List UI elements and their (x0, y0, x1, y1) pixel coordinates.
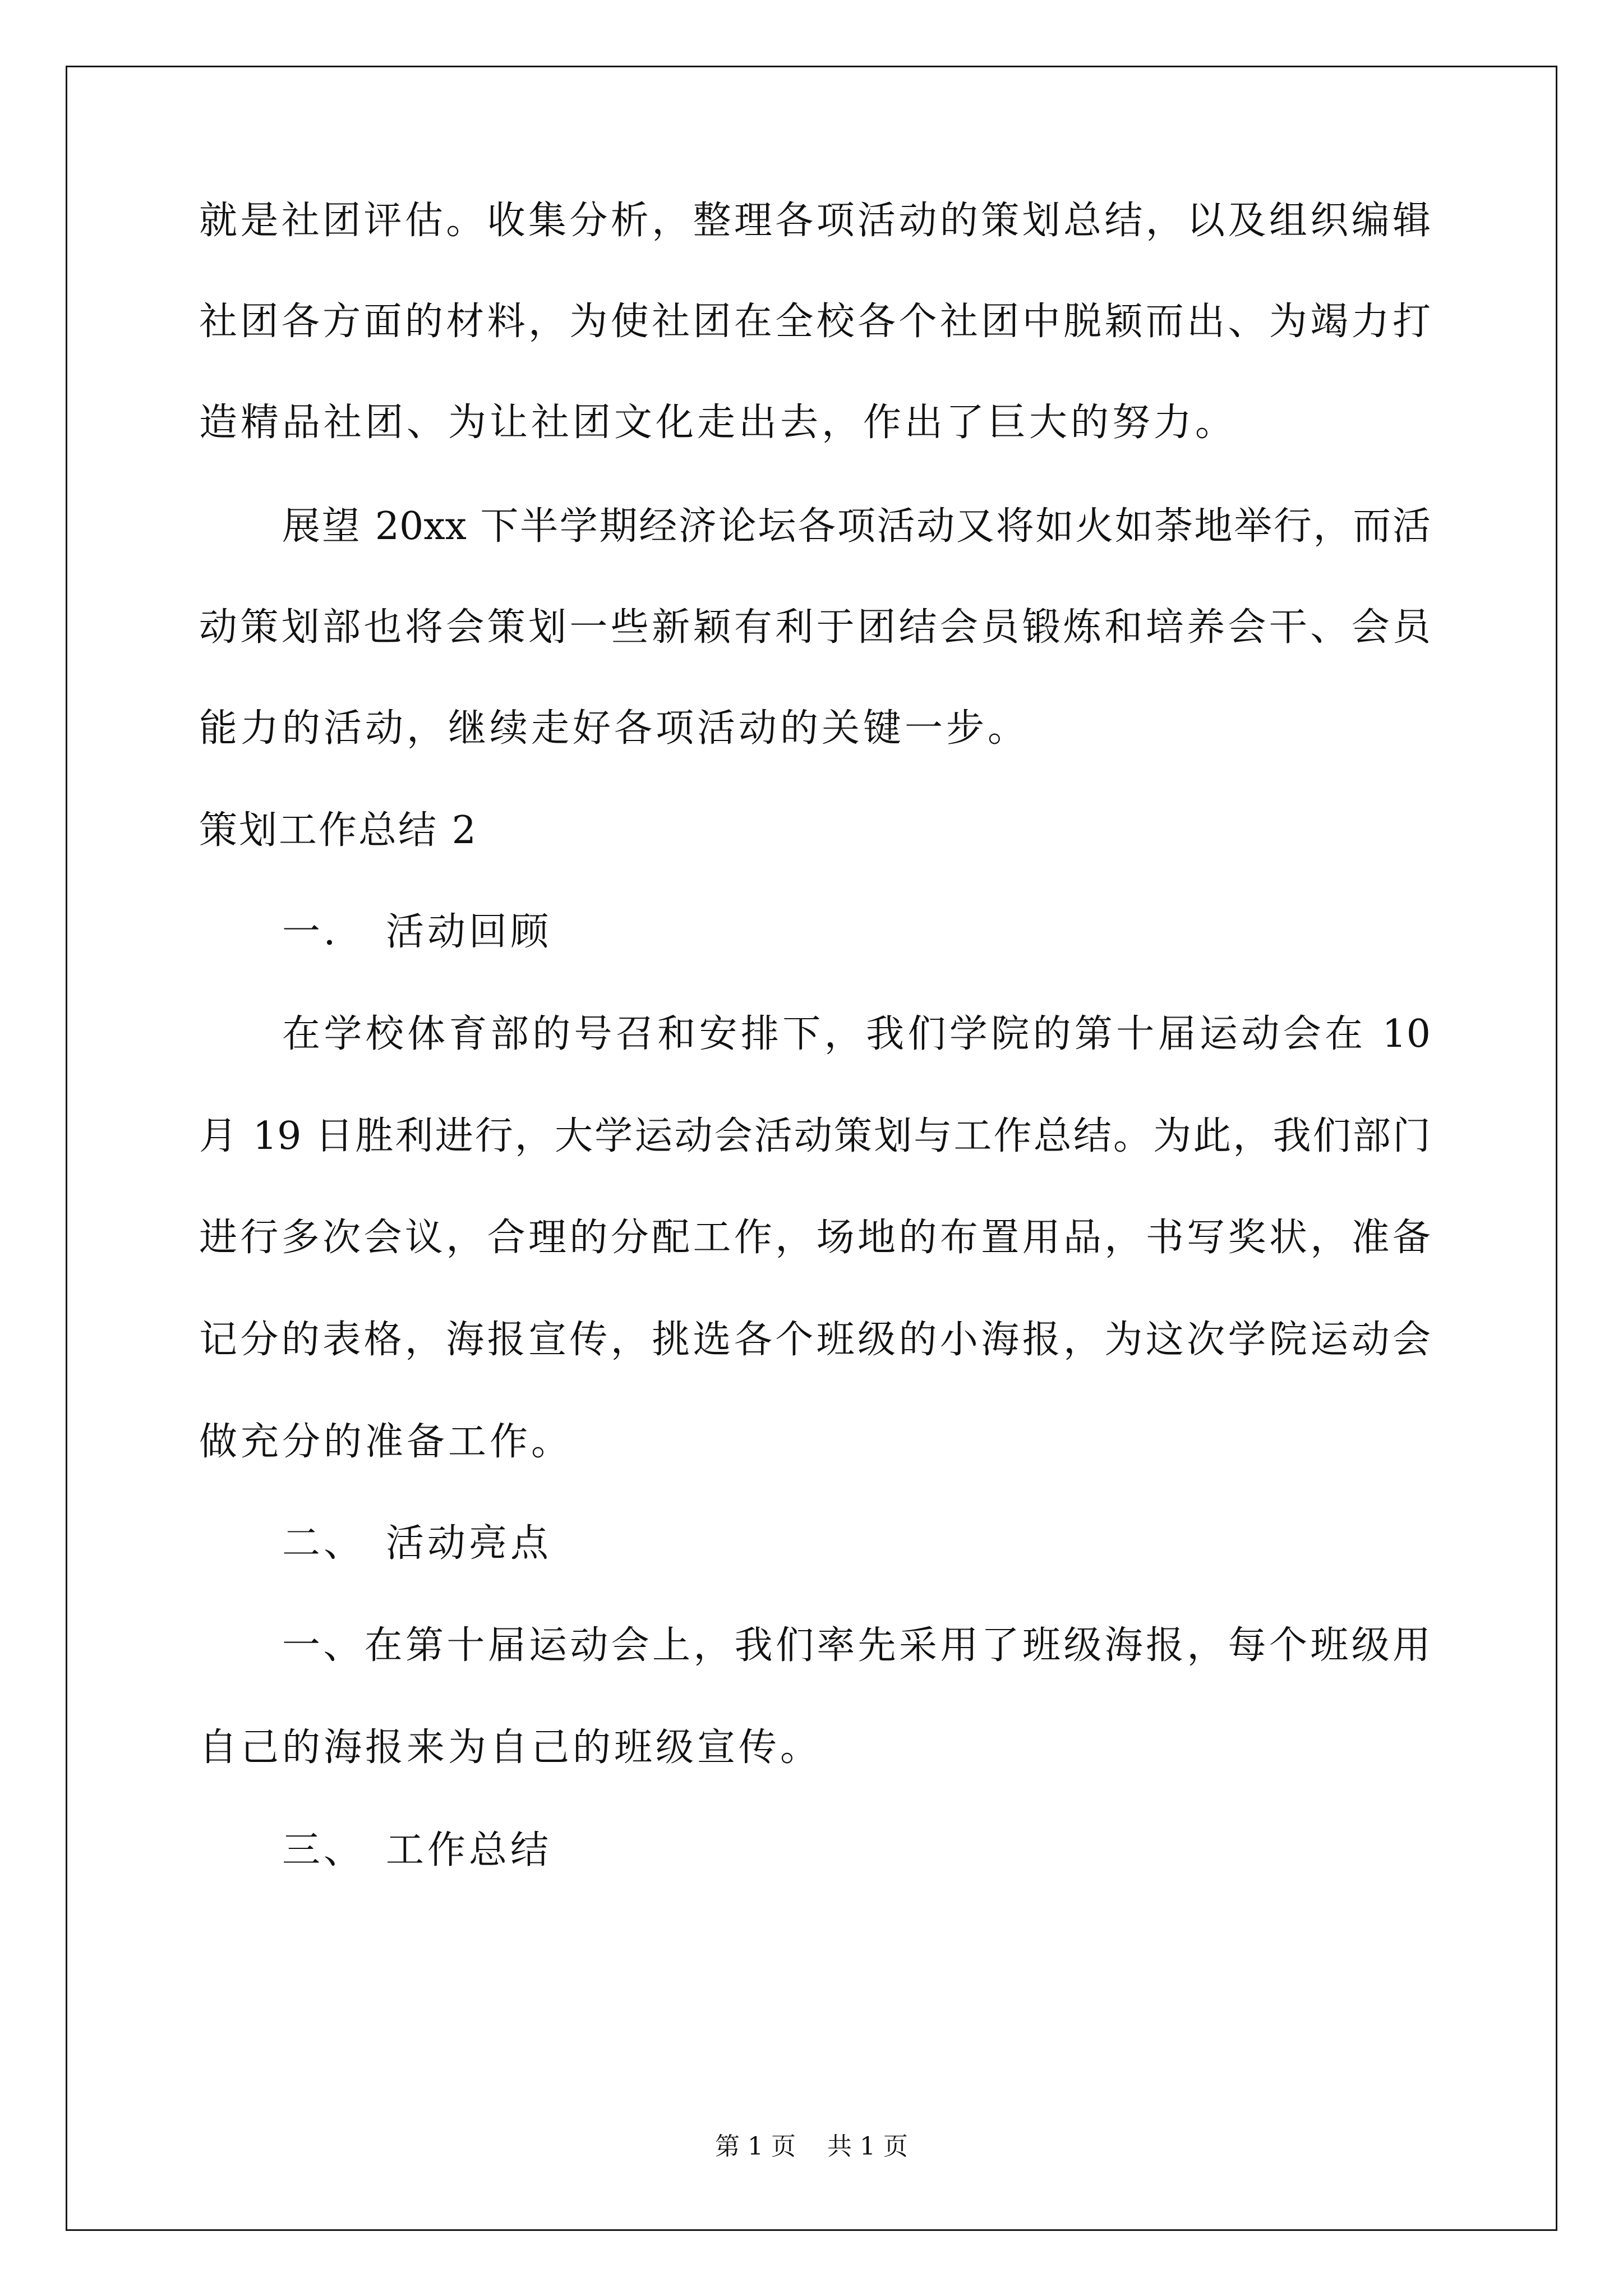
section-number: 一． (282, 910, 366, 954)
paragraph-line: 一、在第十届运动会上，我们率先采用了班级海报，每个班级用 (282, 1623, 1431, 1668)
section-number: 二、 (282, 1521, 366, 1566)
section-heading-text: 活动回顾 (386, 910, 552, 954)
paragraph-line: 动策划部也将会策划一些新颖有利于团结会员锻炼和培养会干、会员 (199, 605, 1431, 650)
paragraph-line: 在学校体育部的号召和安排下，我们学院的第十届运动会在 10 (282, 1012, 1431, 1056)
section-number: 三、 (282, 1828, 366, 1872)
page-footer: 第 1 页 共 1 页 (715, 2132, 908, 2161)
paragraph-line: 自己的海报来为自己的班级宣传。 (199, 1726, 822, 1770)
section-heading-text: 活动亮点 (386, 1521, 552, 1566)
paragraph-line: 社团各方面的材料，为使社团在全校各个社团中脱颖而出、为竭力打 (199, 300, 1431, 344)
section-heading (282, 1828, 552, 1872)
paragraph-line: 进行多次会议，合理的分配工作，场地的布置用品，书写奖状，准备 (199, 1216, 1431, 1260)
paragraph-line: 能力的活动，继续走好各项活动的关键一步。 (199, 706, 1030, 751)
section-title: 策划工作总结 2 (199, 808, 478, 853)
paragraph-line: 造精品社团、为让社团文化走出去，作出了巨大的努力。 (199, 401, 1237, 445)
paragraph-line: 展望 20xx 下半学期经济论坛各项活动又将如火如荼地举行，而活 (282, 504, 1431, 549)
paragraph-line: 就是社团评估。收集分析，整理各项活动的策划总结，以及组织编辑 (199, 199, 1431, 243)
section-heading (282, 1521, 552, 1566)
section-heading-text: 工作总结 (386, 1828, 552, 1872)
paragraph-line: 月 19 日胜利进行，大学运动会活动策划与工作总结。为此，我们部门 (199, 1114, 1431, 1158)
paragraph-line: 记分的表格，海报宣传，挑选各个班级的小海报，为这次学院运动会 (199, 1318, 1431, 1362)
section-heading (282, 910, 552, 954)
paragraph-line: 做充分的准备工作。 (199, 1420, 573, 1464)
